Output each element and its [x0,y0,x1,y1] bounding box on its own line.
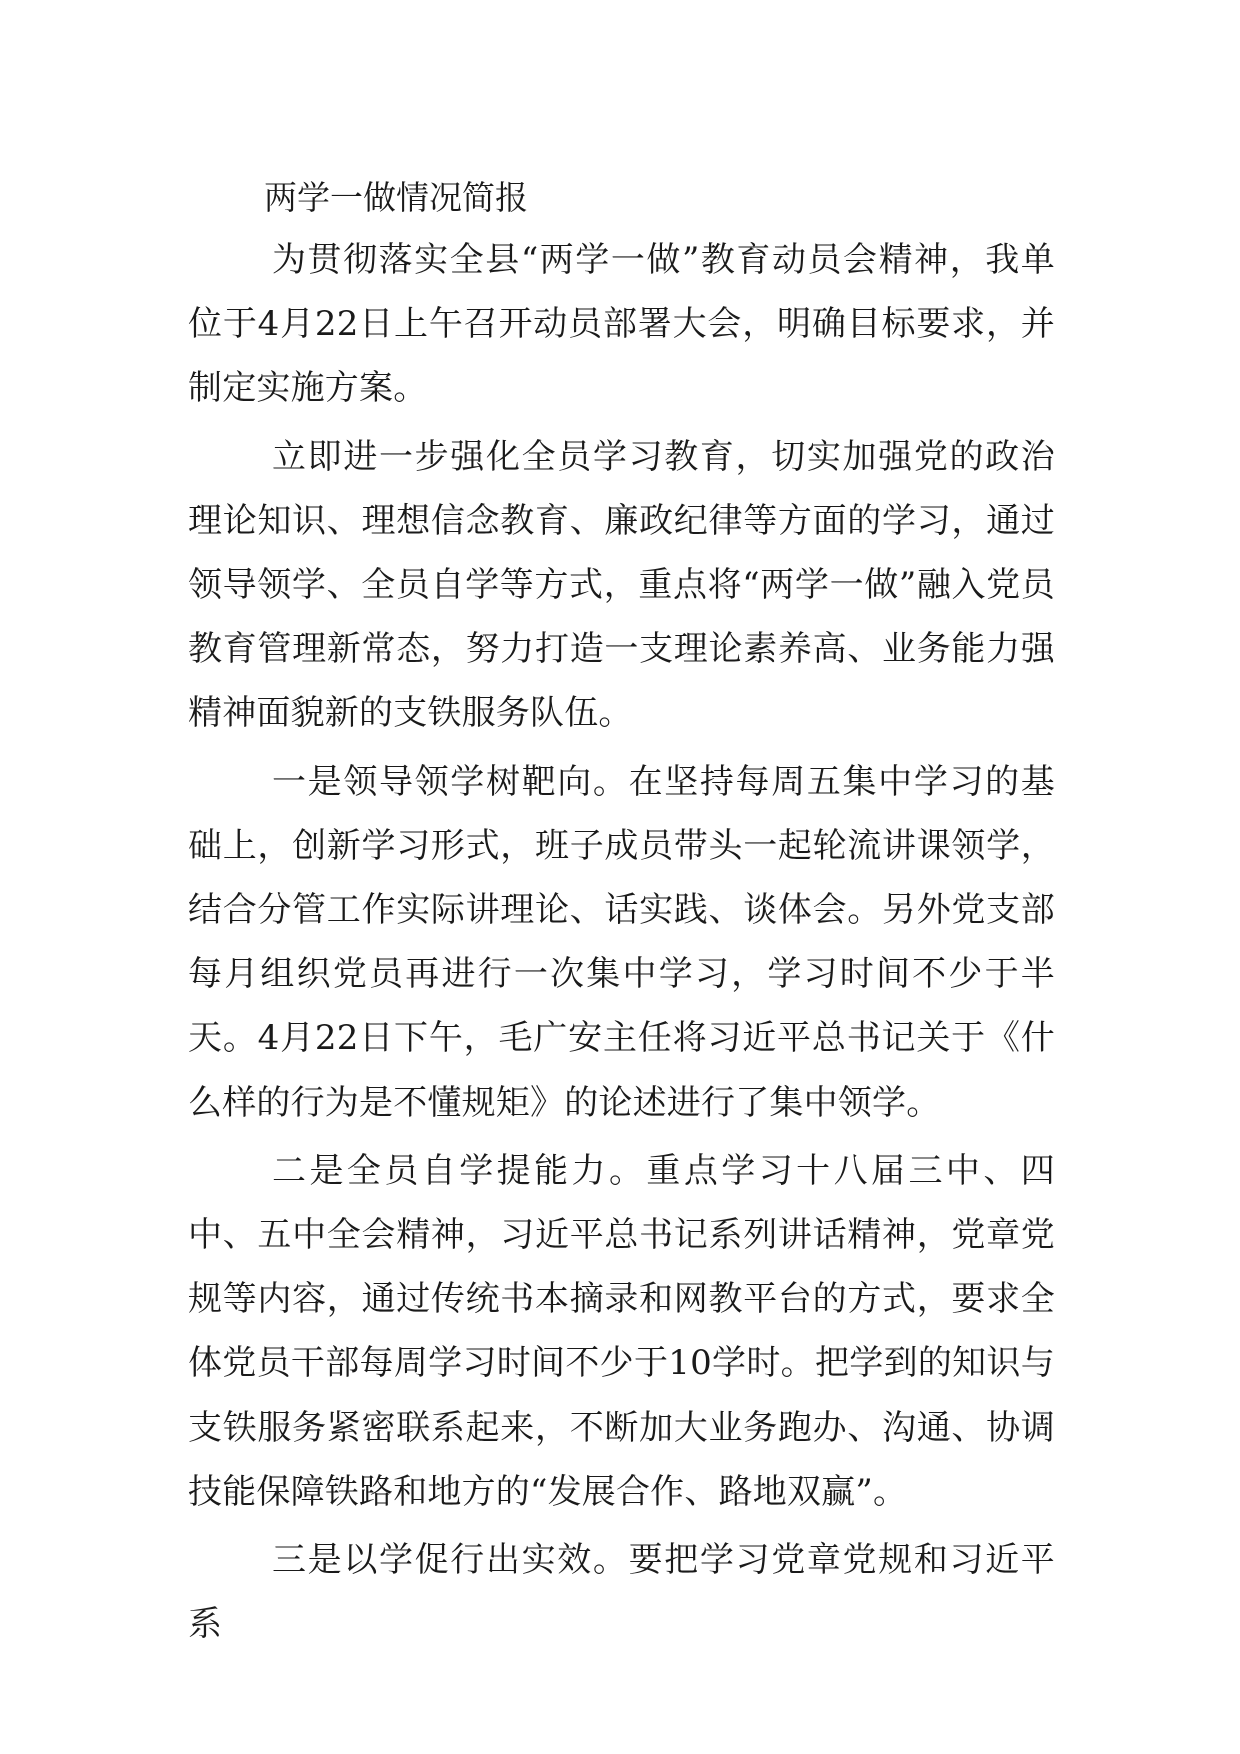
paragraph-leader-study: 一是领导领学树靶向。在坚持每周五集中学习的基础上，创新学习形式，班子成员带头一起轮流讲课领学，结合分管工作实际讲理论、话实践、谈体会。另外党支部每月组织党员再进行一次集中学习，学习时间不少于半天。4月22日下午，毛广安主任将习近平总书记关于《什么样的行为是不懂规矩》的论述进行了集中领学。 [188,761,1055,1123]
document-title: 两学一做情况简报 [264,178,528,217]
paragraph-study-education: 立即进一步强化全员学习教育，切实加强党的政治理论知识、理想信念教育、廉政纪律等方面的学习，通过领导领学、全员自学等方式，重点将“两学一做”融入党员教育管理新常态，努力打造一支理论素养高、业务能力强精神面貌新的支铁服务队伍。 [188,436,1055,734]
paragraph-intro: 为贯彻落实全县“两学一做”教育动员会精神，我单位于4月22日上午召开动员部署大会，明确目标要求，并制定实施方案。 [188,240,1055,409]
document-body [188,170,1055,1660]
paragraph-self-study: 二是全员自学提能力。重点学习十八届三中、四中、五中全会精神，习近平总书记系列讲话精神，党章党规等内容，通过传统书本摘录和网教平台的方式，要求全体党员干部每周学习时间不少于10学时。把学到的知识与支铁服务紧密联系起来，不断加大业务跑办、沟通、协调技能保障铁路和地方的“发展合作、路地双赢”。 [188,1150,1055,1512]
paragraph-practice: 三是以学促行出实效。要把学习党章党规和习近平系 [188,1540,1055,1645]
